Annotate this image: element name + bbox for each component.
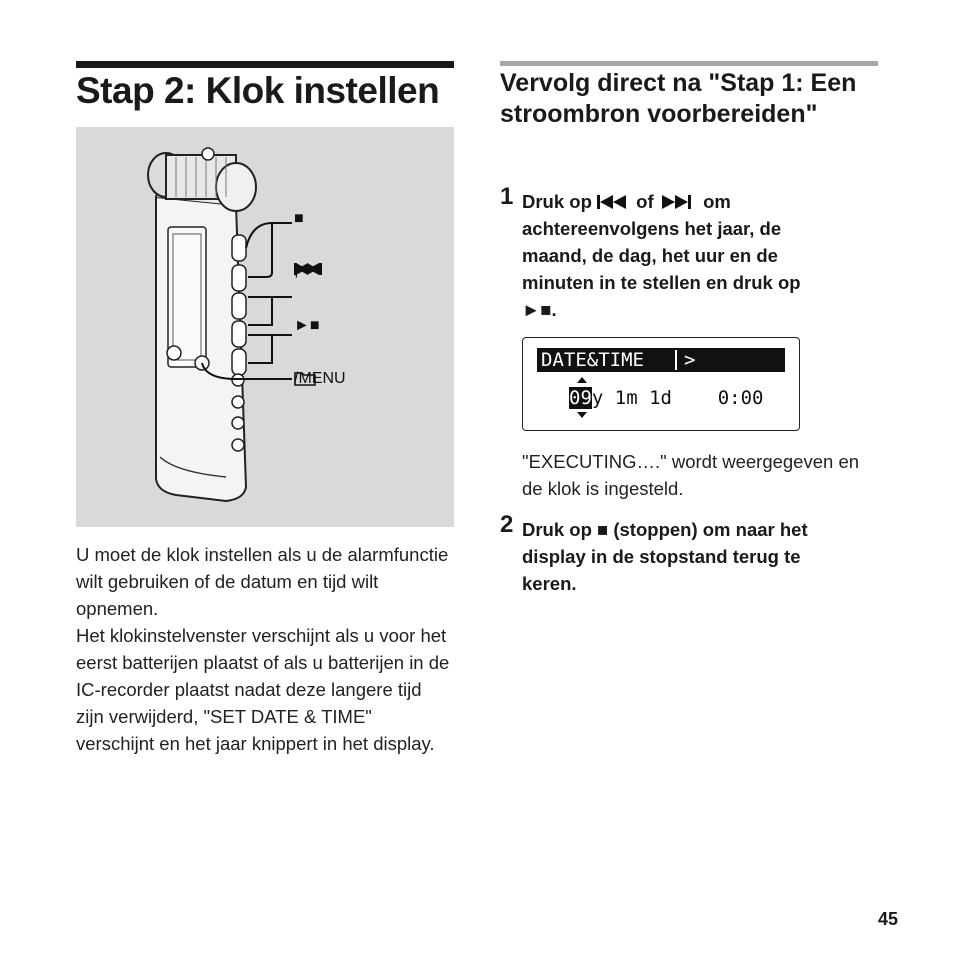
lcd-date-rest: y 1m 1d 0:00 — [591, 387, 764, 409]
lcd-year-value: 09 — [569, 387, 592, 409]
step-1-line-1 — [522, 188, 878, 215]
step-2-text — [522, 516, 878, 597]
triangle-down-icon — [577, 412, 587, 418]
step-1-line-5 — [522, 296, 878, 323]
lcd-display — [522, 337, 800, 431]
step-1-line-4: minuten in te stellen en druk op — [522, 272, 801, 293]
menu-label-text: /MENU — [294, 370, 346, 387]
triangle-up-icon — [577, 377, 587, 383]
step-2-number: 2 — [500, 511, 514, 538]
stop-label: ■ — [294, 210, 304, 227]
page-number: 45 — [878, 909, 899, 929]
step-1-line-3: maand, de dag, het uur en de — [522, 245, 778, 266]
ic-recorder-illustration — [76, 127, 454, 527]
step-1-text — [522, 188, 878, 323]
skip-forward-icon — [294, 263, 324, 275]
stop-symbol: ■ — [597, 519, 609, 540]
section-rule — [500, 61, 878, 66]
step-1-line-2: achtereenvolgens het jaar, de — [522, 218, 782, 239]
intro-paragraph-1: U moet de klok instellen als u de alarmfunctie wilt gebruiken of de datum en tijd wilt opnemen. — [76, 544, 449, 619]
folder-icon — [294, 370, 316, 386]
step-2-line-3: keren. — [522, 573, 577, 594]
title-rule — [76, 61, 454, 68]
step-2-line-2: display in de stopstand terug te — [522, 546, 801, 567]
executing-note: "EXECUTING…." wordt weergegeven en de klok is ingesteld. — [522, 451, 860, 499]
step-1-t2: of — [636, 191, 654, 212]
play-stop-symbol: ►■ — [522, 299, 552, 320]
intro-text — [76, 541, 454, 757]
menu-label — [294, 370, 346, 388]
page-title: Stap 2: Klok instellen — [76, 70, 440, 111]
step-1-t1: Druk op — [522, 191, 592, 212]
recorder-figure — [76, 127, 454, 527]
lcd-date-time-row — [569, 386, 763, 410]
chevron-right-icon: > — [684, 349, 696, 371]
lcd-header-separator — [675, 350, 677, 370]
lcd-header-text: DATE&TIME — [541, 349, 644, 371]
skip-forward-icon — [659, 195, 693, 209]
step-2-a: Druk op — [522, 519, 592, 540]
step-1-t3: om — [703, 191, 731, 212]
play-stop-label: ►■ — [294, 317, 320, 334]
skip-label — [294, 263, 298, 281]
step-1-number: 1 — [500, 183, 514, 210]
recorder-body — [156, 187, 246, 501]
step-1-period: . — [551, 299, 557, 320]
lcd-header-bar — [537, 348, 785, 372]
skip-back-icon — [597, 195, 631, 209]
section-title: Vervolg direct na "Stap 1: Een stroombron voorbereiden" — [500, 69, 857, 128]
step-2-line-1 — [522, 516, 878, 543]
intro-paragraph-2: Het klokinstelvenster verschijnt als u voor het eerst batterijen plaatst of als u batterijen in de IC-recorder plaatst nadat deze langere tijd zijn verwijderd, "SET DATE & TIME" verschijnt en het jaar knippert in het display. — [76, 625, 450, 754]
step-2-b: (stoppen) om naar het — [613, 519, 808, 540]
